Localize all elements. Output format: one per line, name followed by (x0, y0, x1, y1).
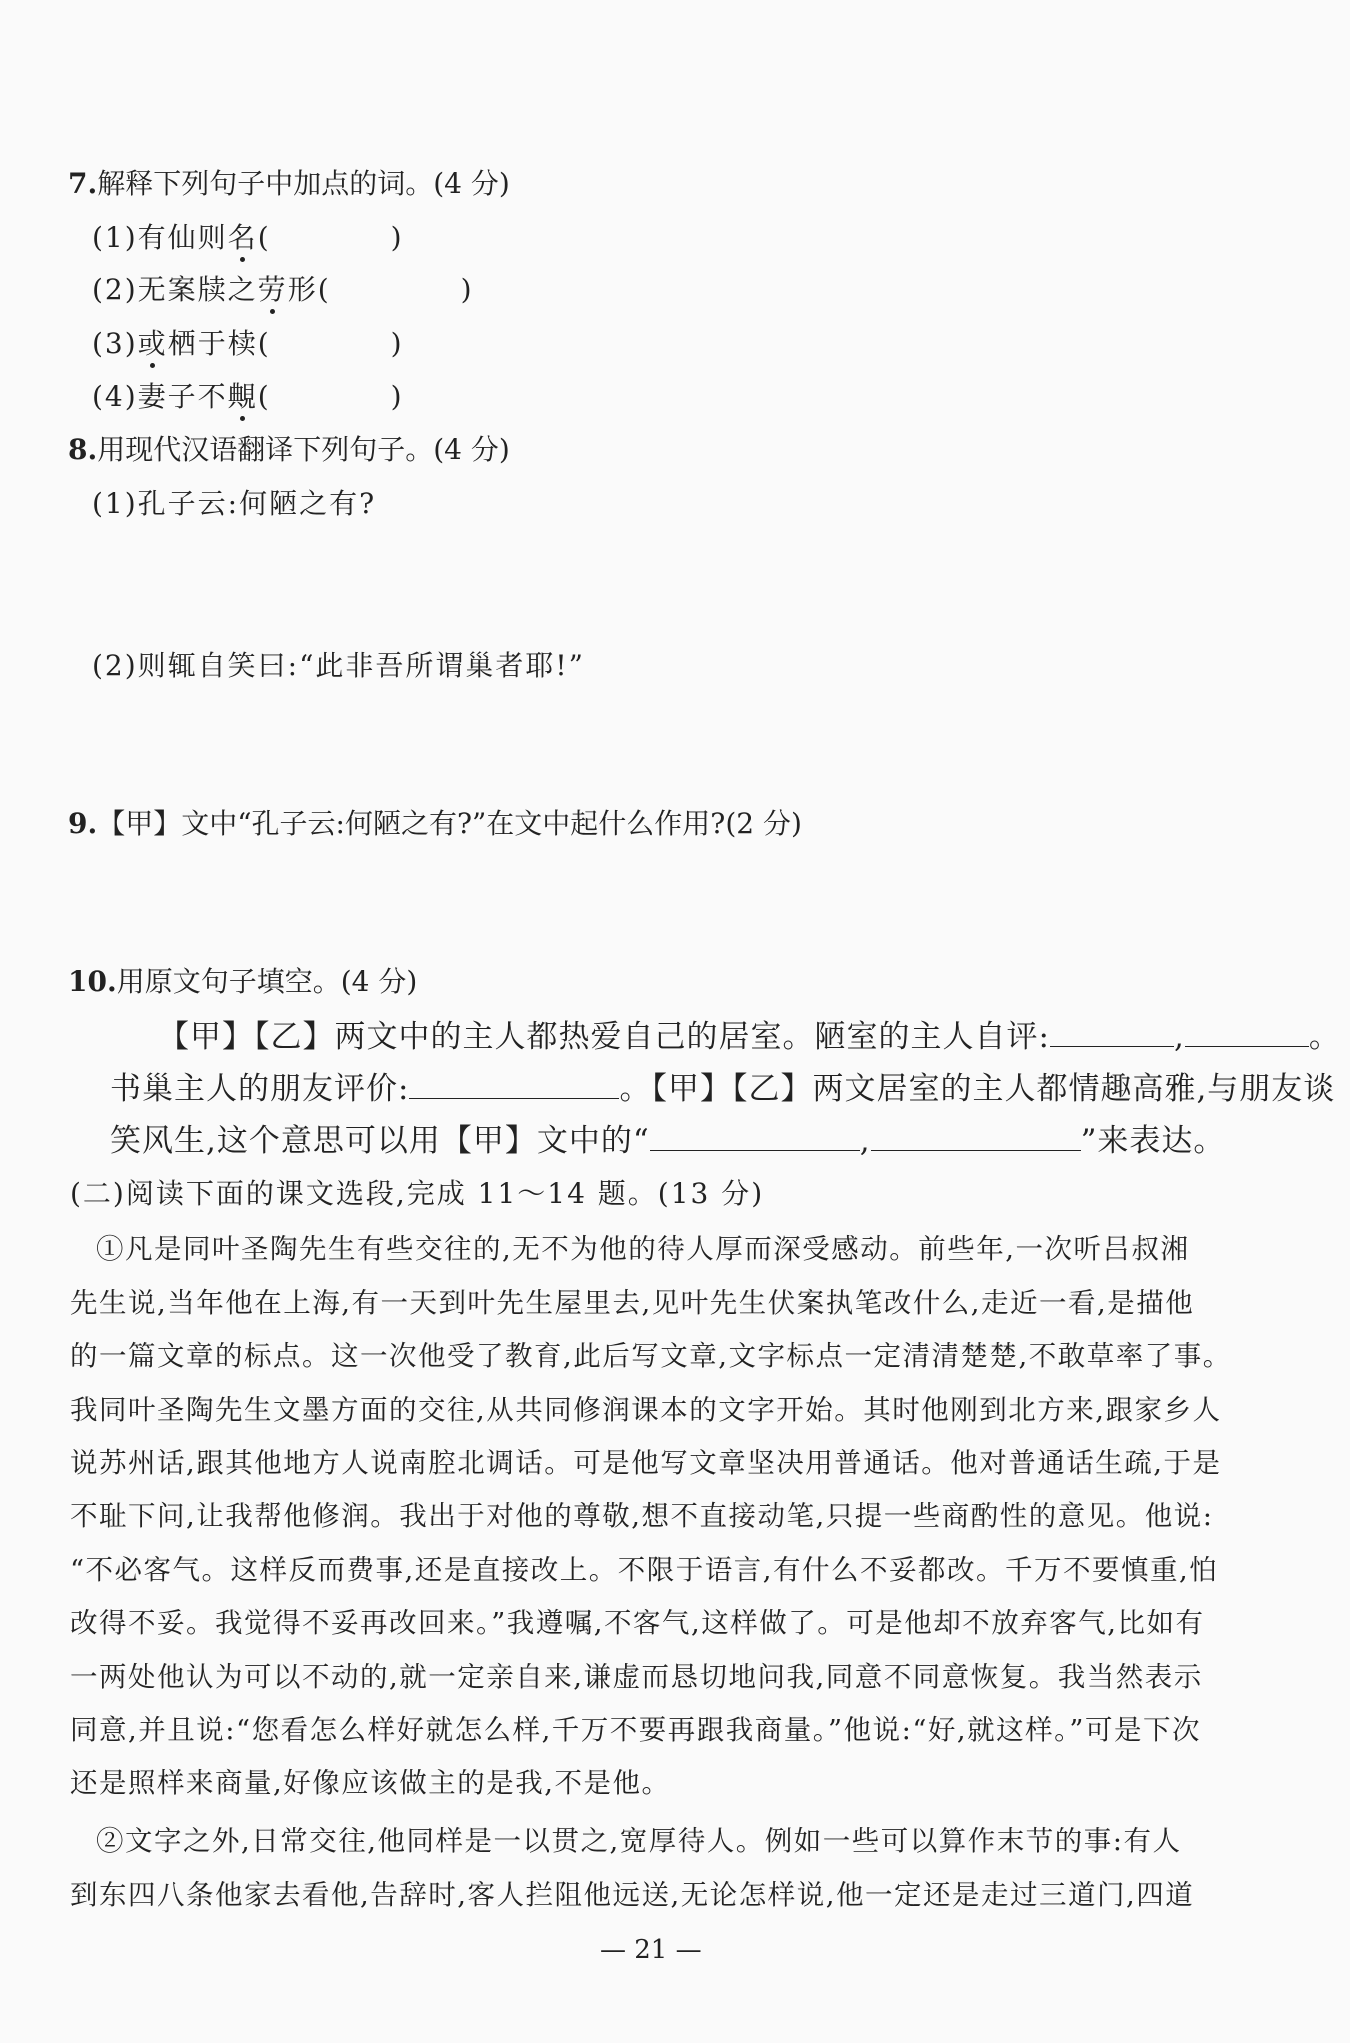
question-number: 7. (68, 167, 98, 200)
q10-line-1: 【甲】【乙】两文中的主人都热爱自己的居室。陋室的主人自评: , 。 (158, 1019, 1341, 1055)
dotted-word: 覥 (227, 380, 258, 413)
q8-item-1: (1)孔子云:何陋之有? (92, 487, 377, 520)
question-text: 用原文句子填空。(4 分) (116, 965, 418, 998)
q7-item-1: (1)有仙则名( ) (92, 221, 404, 254)
passage-line: ②文字之外,日常交往,他同样是一以贯之,宽厚待人。例如一些可以算作末节的事:有人 (96, 1825, 1182, 1857)
q7-item-3: (3)或栖于椟( ) (92, 327, 404, 360)
passage-line: 不耻下问,让我帮他修润。我出于对他的尊敬,想不直接动笔,只提一些商酌性的意见。他说: (70, 1500, 1214, 1532)
dotted-word: 名 (227, 221, 258, 254)
passage-line: 一两处他认为可以不动的,就一定亲自来,谦虚而恳切地问我,同意不同意恢复。我当然表示 (70, 1661, 1203, 1693)
question-number: 8. (68, 433, 98, 466)
question-text: 【甲】文中“孔子云:何陋之有?”在文中起什么作用?(2 分) (97, 807, 802, 840)
question-7 (68, 167, 510, 200)
passage-line: 到东四八条他家去看他,告辞时,客人拦阻他远送,无论怎样说,他一定还是走过三道门,四道 (70, 1879, 1195, 1911)
passage-line: 说苏州话,跟其他地方人说南腔北调话。可是他写文章坚决用普通话。他对普通话生疏,于是 (70, 1447, 1222, 1479)
question-text: 用现代汉语翻译下列句子。(4 分) (97, 433, 510, 466)
dotted-word: 或 (137, 327, 168, 360)
answer-blank[interactable] (871, 1124, 1081, 1151)
question-number: 10. (68, 965, 117, 998)
question-9 (68, 807, 802, 840)
section-heading: (二)阅读下面的课文选段,完成 11～14 题。(13 分) (70, 1177, 765, 1210)
question-text: 解释下列句子中加点的词。(4 分) (97, 167, 510, 200)
passage-line: 还是照样来商量,好像应该做主的是我,不是他。 (70, 1767, 671, 1799)
answer-blank[interactable] (1050, 1020, 1174, 1047)
passage-line: ①凡是同叶圣陶先生有些交往的,无不为他的待人厚而深受感动。前些年,一次听吕叔湘 (96, 1233, 1190, 1265)
passage-line: 的一篇文章的标点。这一次他受了教育,此后写文章,文字标点一定清清楚楚,不敢草率了事。 (70, 1340, 1232, 1372)
passage-line: 同意,并且说:“您看怎么样好就怎么样,千万不要再跟我商量。”他说:“好,就这样。”可是下次 (70, 1714, 1201, 1746)
answer-blank[interactable] (650, 1124, 860, 1151)
question-number: 9. (68, 807, 98, 840)
page-number: — 21 — (600, 1935, 702, 1965)
q10-line-2: 书巢主人的朋友评价: 。【甲】【乙】两文居室的主人都情趣高雅,与朋友谈 (110, 1071, 1336, 1107)
question-10 (68, 965, 418, 998)
passage-line: 先生说,当年他在上海,有一天到叶先生屋里去,见叶先生伏案执笔改什么,走近一看,是描他 (70, 1287, 1195, 1319)
passage-line: “不必客气。这样反而费事,还是直接改上。不限于语言,有什么不妥都改。千万不要慎重,怕 (70, 1554, 1219, 1586)
answer-blank[interactable] (1185, 1020, 1309, 1047)
passage-line: 改得不妥。我觉得不妥再改回来。”我遵嘱,不客气,这样做了。可是他却不放弃客气,比如有 (70, 1607, 1205, 1639)
dotted-word: 劳 (257, 273, 288, 306)
q7-item-2: (2)无案牍之劳形( ) (92, 273, 474, 306)
question-8 (68, 433, 510, 466)
answer-blank[interactable] (409, 1072, 619, 1099)
q7-item-4: (4)妻子不覥( ) (92, 380, 404, 413)
passage-line: 我同叶圣陶先生文墨方面的交往,从共同修润课本的文字开始。其时他刚到北方来,跟家乡人 (70, 1394, 1222, 1426)
q10-line-3: 笑风生,这个意思可以用【甲】文中的“ , ”来表达。 (110, 1123, 1226, 1159)
q8-item-2: (2)则辄自笑曰:“此非吾所谓巢者耶!” (92, 649, 585, 682)
